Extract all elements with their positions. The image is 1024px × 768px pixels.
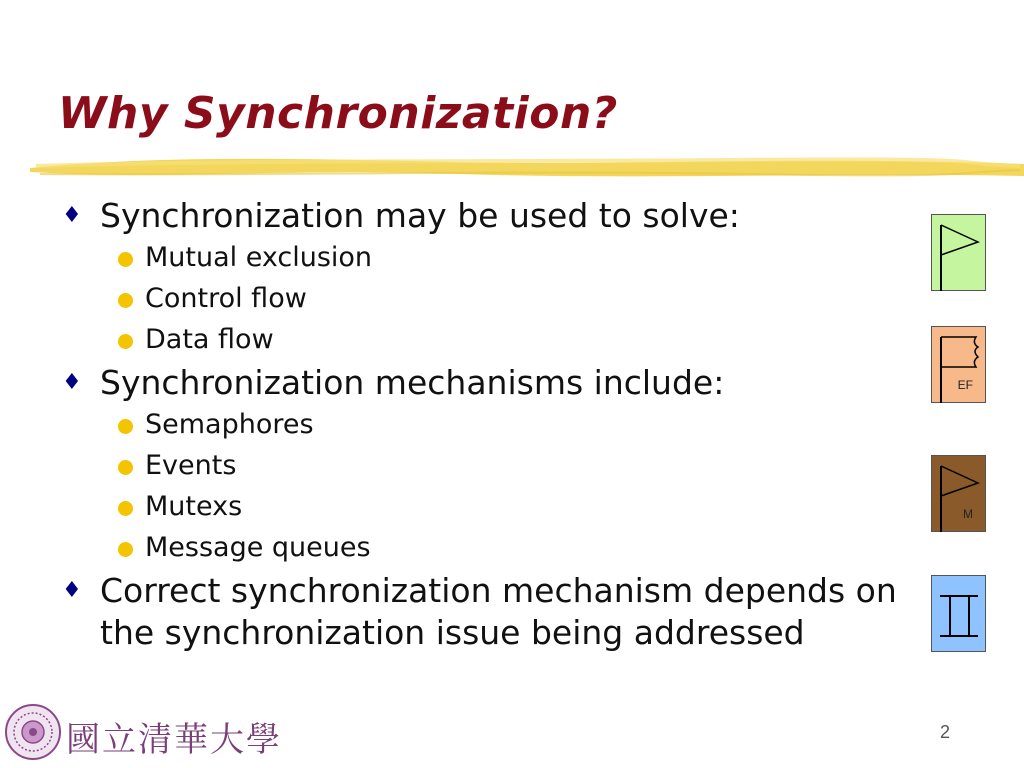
university-seal-logo [4,703,62,761]
event-flag-icon [931,326,986,403]
bullet-list [60,195,900,654]
sub-bullet-text: Mutexs [145,491,243,522]
sub-bullet-item [60,278,900,319]
bullet-item [60,570,920,654]
dot-bullet-icon [118,501,133,516]
sub-bullet-item [60,486,900,527]
diamond-bullet-icon: ♦ [62,578,82,603]
dot-bullet-icon [118,334,133,349]
page-number: 2 [940,722,951,742]
semaphore-flag-icon [931,214,986,291]
sub-bullet-item [60,237,900,278]
sub-bullet-text: Mutual exclusion [145,242,373,273]
sub-bullet-item [60,445,900,486]
sub-bullet-item [60,319,900,360]
bullet-item [60,195,900,237]
dot-bullet-icon [118,293,133,308]
bullet-item [60,362,900,404]
dot-bullet-icon [118,460,133,475]
dot-bullet-icon [118,542,133,557]
dot-bullet-icon [118,419,133,434]
diamond-bullet-icon: ♦ [62,203,82,228]
title-underline-brush [30,150,1024,186]
sub-bullet-text: Data flow [145,324,274,355]
event-flag-label: EF [957,378,973,392]
mutex-flag-label: M [963,507,973,521]
mutex-flag-icon [931,455,986,532]
slide-title: Why Synchronization? [58,88,618,139]
message-queue-icon [931,575,986,652]
university-name: 國立清華大學 [66,720,282,760]
bullet-text: Synchronization may be used to solve: [100,196,740,235]
sub-bullet-text: Control flow [145,283,307,314]
diamond-bullet-icon: ♦ [62,370,82,395]
sub-bullet-text: Message queues [145,532,371,563]
dot-bullet-icon [118,252,133,267]
sub-bullet-text: Semaphores [145,409,314,440]
bullet-text: Synchronization mechanisms include: [100,363,725,402]
sub-bullet-text: Events [145,450,237,481]
bullet-text: Correct synchronization mechanism depends on the synchronization issue being addressed [100,571,897,652]
sub-bullet-item [60,527,900,568]
sub-bullet-item [60,404,900,445]
